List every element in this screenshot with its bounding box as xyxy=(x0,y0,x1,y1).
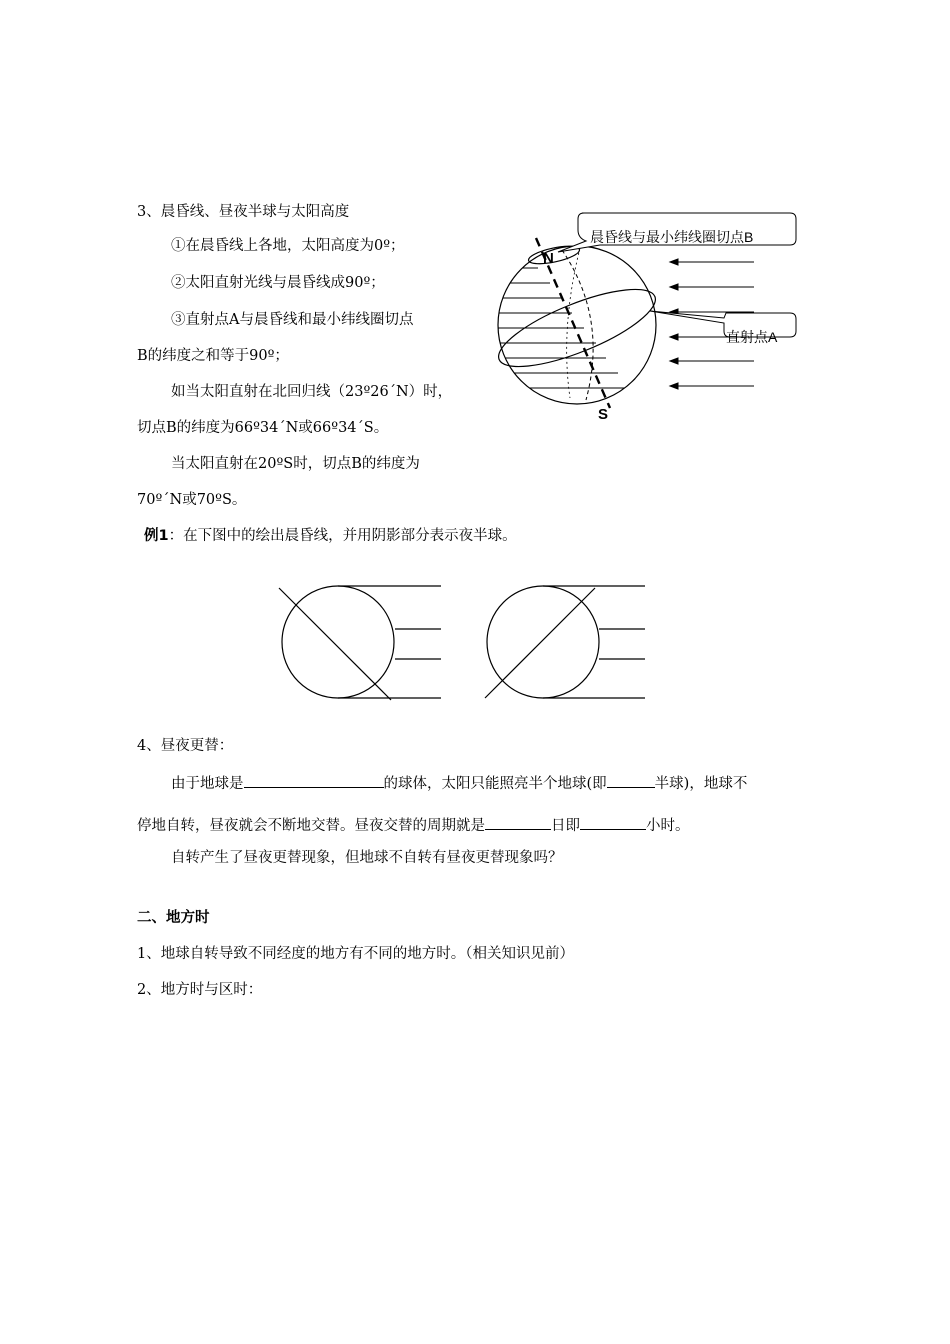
part2-item2: 2、地方时与区时： xyxy=(137,982,263,998)
part2-item1: 1、地球自转导致不同经度的地方有不同的地方时。（相关知识见前） xyxy=(137,946,574,962)
label-north: N xyxy=(543,250,554,267)
s4-text-1: 由于地球是 xyxy=(171,776,244,792)
section3-heading: 3、晨昏线、昼夜半球与太阳高度 xyxy=(137,204,350,220)
example-text-5a: 当太阳直射在20ºS时，切点B的纬度为 xyxy=(171,456,420,472)
section4-question: 自转产生了昼夜更替现象，但地球不自转有昼夜更替现象吗？ xyxy=(171,850,563,866)
point-2: ②太阳直射光线与晨昏线成90º； xyxy=(171,275,385,291)
s4-text-5: 日即 xyxy=(551,818,580,834)
point-3b: B的纬度之和等于90º； xyxy=(137,348,289,364)
night-hatching xyxy=(490,268,628,388)
s4-text-6: 小时。 xyxy=(646,818,690,834)
blank-shape[interactable] xyxy=(244,771,384,788)
section4-para1 xyxy=(171,771,747,794)
terminator-globe-figure xyxy=(490,208,810,428)
section4-heading: 4、昼夜更替： xyxy=(137,738,234,754)
blank-hemisphere[interactable] xyxy=(607,771,655,788)
part2-heading: 二、地方时 xyxy=(137,910,210,926)
example-text-5b: 70º´N或70ºS。 xyxy=(137,492,247,508)
example-text-4b: 切点B的纬度为66º34´N或66º34´S。 xyxy=(137,420,389,436)
label-south: S xyxy=(598,406,609,423)
callout-a-text: 直射点A xyxy=(726,329,778,345)
s4-text-3: 半球)，地球不 xyxy=(654,776,748,792)
example-text-4a: 如当太阳直射在北回归线（23º26´N）时， xyxy=(171,384,453,400)
blank-period-hours[interactable] xyxy=(580,813,646,830)
s4-text-2: 的球体，太阳只能照亮半个地球(即 xyxy=(383,776,607,792)
terminator-dashed xyxy=(562,250,593,400)
exercise-globes-figure xyxy=(275,582,655,712)
point-1: ①在晨昏线上各地，太阳高度为0º； xyxy=(171,238,405,254)
example1-line xyxy=(144,526,517,546)
example1-label: 例1 xyxy=(144,528,169,544)
exercise-globe-right xyxy=(485,586,645,698)
s4-text-4: 停地自转，昼夜就会不断地交替。昼夜交替的周期就是 xyxy=(137,818,485,834)
globe-circle xyxy=(498,246,656,404)
section4-para2 xyxy=(137,813,690,836)
point-3a: ③直射点A与晨昏线和最小纬线圈切点 xyxy=(171,312,414,328)
callout-b-text: 晨昏线与最小纬线圈切点B xyxy=(590,229,754,245)
example1-text: ：在下图中的绘出晨昏线，并用阴影部分表示夜半球。 xyxy=(168,528,517,544)
blank-period-day[interactable] xyxy=(485,813,551,830)
exercise-globe-left xyxy=(279,586,441,700)
